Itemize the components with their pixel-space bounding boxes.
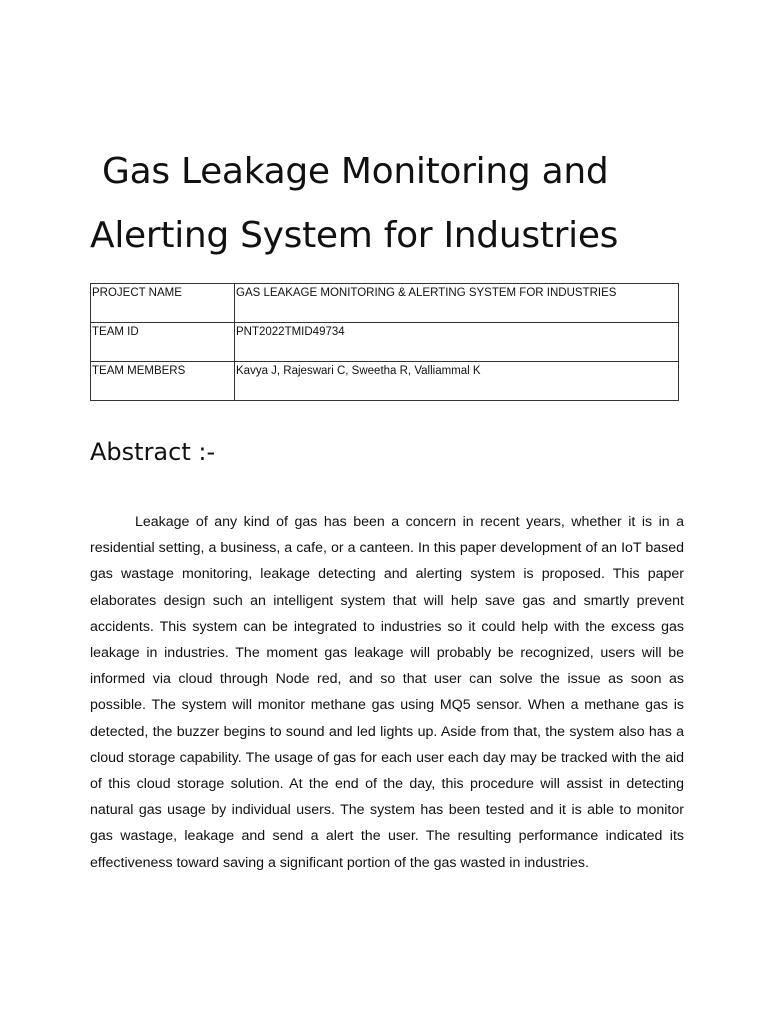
- table-row: [91, 284, 679, 323]
- document-title: [90, 140, 690, 268]
- project-name-label: PROJECT NAME: [91, 284, 235, 323]
- team-id-value: PNT2022TMID49734: [235, 323, 679, 362]
- team-members-label: TEAM MEMBERS: [91, 362, 235, 401]
- table-row: [91, 323, 679, 362]
- document-title-line-2: Alerting System for Industries: [90, 215, 619, 256]
- project-info-table: [90, 283, 679, 401]
- team-id-label: TEAM ID: [91, 323, 235, 362]
- document-title-line-1: Gas Leakage Monitoring and: [102, 151, 609, 192]
- table-row: [91, 362, 679, 401]
- abstract-heading: Abstract :-: [90, 438, 216, 466]
- project-name-value: GAS LEAKAGE MONITORING & ALERTING SYSTEM FOR INDUSTRIES: [235, 284, 679, 323]
- team-members-value: Kavya J, Rajeswari C, Sweetha R, Valliammal K: [235, 362, 679, 401]
- abstract-paragraph: Leakage of any kind of gas has been a concern in recent years, whether it is in a residential setting, a business, a cafe, or a canteen. In this paper development of an IoT based gas wastage monitoring, leakage detecting and alerting system is proposed. This paper elaborates design such an intelligent system that will help save gas and smartly prevent accidents. This system can be integrated to industries so it could help with the excess gas leakage in industries. The moment gas leakage will probably be recognized, users will be informed via cloud through Node red, and so that user can solve the issue as soon as possible. The system will monitor methane gas using MQ5 sensor. When a methane gas is detected, the buzzer begins to sound and led lights up. Aside from that, the system also has a cloud storage capability. The usage of gas for each user each day may be tracked with the aid of this cloud storage solution. At the end of the day, this procedure will assist in detecting natural gas usage by individual users. The system has been tested and it is able to monitor gas wastage, leakage and send a alert the user. The resulting performance indicated its effectiveness toward saving a significant portion of the gas wasted in industries.: [90, 514, 684, 871]
